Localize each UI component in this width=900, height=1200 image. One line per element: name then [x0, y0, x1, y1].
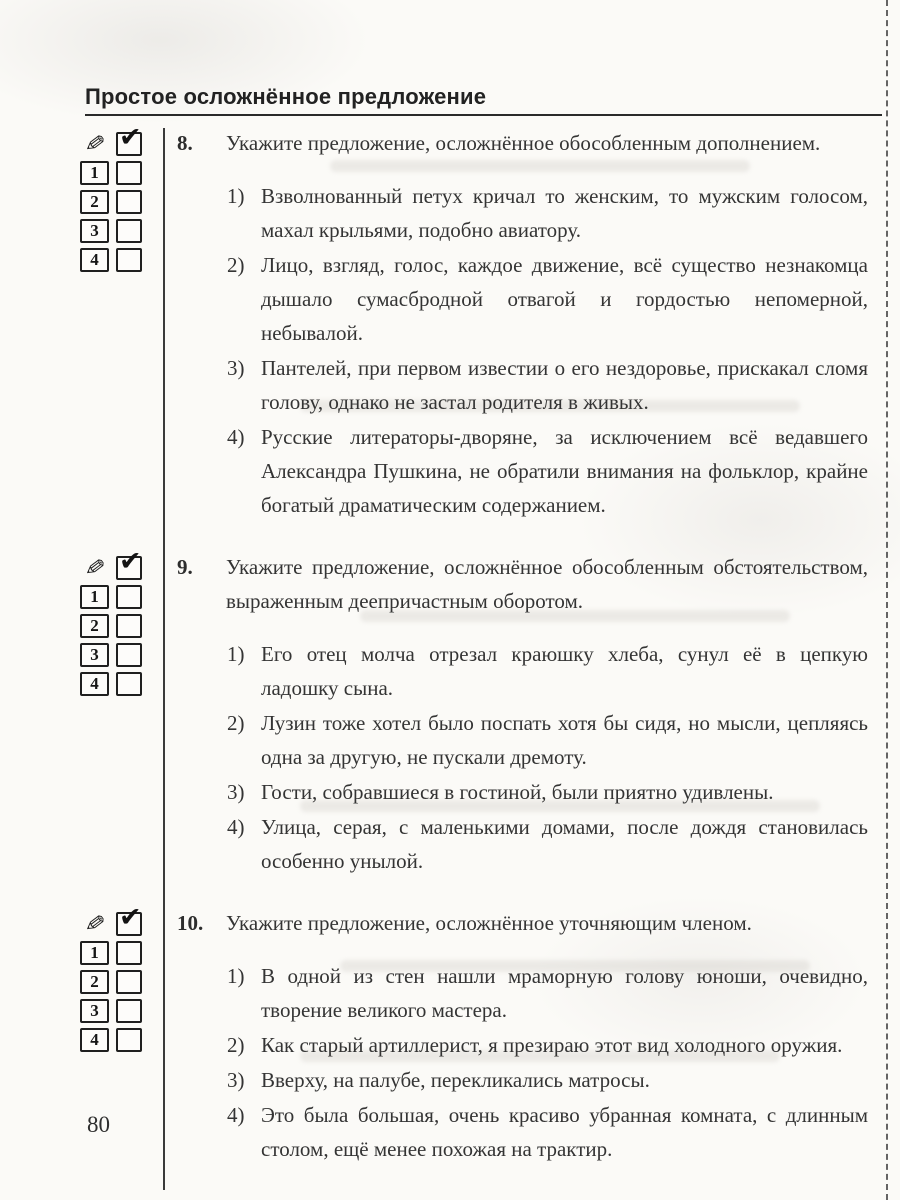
- option-number-label: 3: [90, 1001, 99, 1020]
- answer-option-text: Улица, серая, с маленькими домами, после дождя становилась особенно унылой.: [261, 815, 868, 873]
- answer-option-text: В одной из стен нашли мраморную голову юноши, очевидно, творение великого мастера.: [261, 964, 868, 1022]
- answer-option: [227, 706, 868, 774]
- answer-grid-header-row: [80, 122, 163, 160]
- margin-divider-line: [163, 128, 165, 1190]
- answer-checkbox[interactable]: [116, 672, 142, 696]
- pen-icon: ✎: [83, 552, 107, 584]
- answer-option-text: Взволнованный петух кричал то женским, то мужским голосом, махал крыльями, подобно авиатору.: [261, 184, 868, 242]
- answer-checkbox[interactable]: [116, 941, 142, 965]
- answer-option: [227, 810, 868, 878]
- answer-grid: [0, 122, 163, 277]
- answer-option-number: 4): [227, 815, 245, 839]
- answer-grid: [0, 546, 163, 701]
- answer-option: [227, 775, 868, 809]
- option-number-box: [80, 1028, 109, 1052]
- page-cut-dashed-line: [886, 0, 888, 1200]
- answer-checkbox[interactable]: [116, 970, 142, 994]
- answer-checkbox[interactable]: [116, 248, 142, 272]
- option-number-box: [80, 161, 109, 185]
- answer-option-text: Русские литераторы-дворяне, за исключением всё ведавшего Александра Пушкина, не обратили внимания на фольклор, крайне богатый драматическим содержанием.: [261, 425, 868, 517]
- answer-option-number: 4): [227, 1103, 245, 1127]
- answer-grid-row: [80, 219, 163, 243]
- option-number-box: [80, 970, 109, 994]
- answer-grid: [0, 902, 163, 1057]
- answer-checkbox[interactable]: [116, 614, 142, 638]
- answer-options: [227, 179, 868, 522]
- section-title-rule: [85, 114, 882, 116]
- answer-grid-row: [80, 941, 163, 965]
- answer-checkbox[interactable]: [116, 643, 142, 667]
- answer-option-number: 3): [227, 356, 245, 380]
- answer-option: [227, 420, 868, 522]
- answer-grid-row: [80, 585, 163, 609]
- answer-option: [227, 1063, 868, 1097]
- checkmark-icon: ✔: [119, 902, 142, 933]
- answer-option: [227, 351, 868, 419]
- option-number-box: [80, 219, 109, 243]
- option-number-box: [80, 999, 109, 1023]
- question-number: 10.: [177, 911, 204, 935]
- option-number-label: 4: [90, 1030, 99, 1049]
- option-number-box: [80, 941, 109, 965]
- question-block: [0, 546, 884, 879]
- question-prompt: Укажите предложение, осложнённое уточняющим членом.: [226, 911, 752, 935]
- answer-option-text: Вверху, на палубе, перекликались матросы.: [261, 1068, 650, 1092]
- option-number-label: 1: [90, 163, 99, 182]
- answer-grid-row: [80, 999, 163, 1023]
- question-number: 9.: [177, 555, 193, 579]
- section-title: Простое осложнённое предложение: [85, 84, 487, 109]
- answer-option: [227, 248, 868, 350]
- pen-icon: ✎: [83, 908, 107, 940]
- answer-option-number: 3): [227, 780, 245, 804]
- option-number-box: [80, 614, 109, 638]
- exercise-content: [0, 122, 884, 1194]
- answer-grid-header-row: [80, 902, 163, 940]
- option-number-box: [80, 190, 109, 214]
- answer-option-number: 1): [227, 642, 245, 666]
- question-prompt: Укажите предложение, осложнённое обособленным дополнением.: [226, 131, 821, 155]
- answer-checkbox[interactable]: [116, 190, 142, 214]
- option-number-label: 1: [90, 587, 99, 606]
- answer-checkbox[interactable]: [116, 585, 142, 609]
- answer-option-text: Лицо, взгляд, голос, каждое движение, всё существо незнакомца дышало сумасбродной отвагой и гордостью непомерной, небывалой.: [261, 253, 868, 345]
- answer-option: [227, 959, 868, 1027]
- answer-option-number: 2): [227, 711, 245, 735]
- example-checkbox-checked[interactable]: [116, 902, 142, 936]
- answer-option-number: 2): [227, 253, 245, 277]
- option-number-box: [80, 248, 109, 272]
- answer-checkbox[interactable]: [116, 161, 142, 185]
- question-column: [163, 906, 884, 1167]
- answer-option-text: Как старый артиллерист, я презираю этот вид холодного оружия.: [261, 1033, 843, 1057]
- answer-grid-row: [80, 1028, 163, 1052]
- answer-checkbox[interactable]: [116, 1028, 142, 1052]
- checkmark-icon: ✔: [119, 546, 142, 577]
- answer-option: [227, 179, 868, 247]
- option-number-label: 3: [90, 645, 99, 664]
- option-number-label: 4: [90, 674, 99, 693]
- option-number-label: 1: [90, 943, 99, 962]
- option-number-box: [80, 585, 109, 609]
- answer-option-number: 1): [227, 964, 245, 988]
- example-checkbox-checked[interactable]: [116, 546, 142, 580]
- answer-option-number: 4): [227, 425, 245, 449]
- answer-option-number: 1): [227, 184, 245, 208]
- answer-grid-row: [80, 161, 163, 185]
- option-number-label: 4: [90, 250, 99, 269]
- answer-grid-row: [80, 970, 163, 994]
- answer-option: [227, 637, 868, 705]
- answer-option: [227, 1028, 868, 1062]
- question-head: [177, 906, 868, 940]
- option-number-box: [80, 643, 109, 667]
- answer-option-number: 3): [227, 1068, 245, 1092]
- question-block: [0, 122, 884, 523]
- answer-option-text: Пантелей, при первом известии о его нездоровье, прискакал сломя голову, однако не застал родителя в живых.: [261, 356, 868, 414]
- answer-grid-row: [80, 190, 163, 214]
- answer-option-number: 2): [227, 1033, 245, 1057]
- option-number-label: 2: [90, 972, 99, 991]
- answer-option-text: Лузин тоже хотел было поспать хотя бы сидя, но мысли, цепляясь одна за другую, не пускали дремоту.: [261, 711, 868, 769]
- option-number-label: 2: [90, 616, 99, 635]
- question-block: [0, 902, 884, 1167]
- answer-grid-row: [80, 672, 163, 696]
- answer-grid-row: [80, 248, 163, 272]
- answer-option: [227, 1098, 868, 1166]
- option-number-label: 3: [90, 221, 99, 240]
- question-head: [177, 550, 868, 618]
- option-number-label: 2: [90, 192, 99, 211]
- question-number: 8.: [177, 131, 193, 155]
- answer-checkbox[interactable]: [116, 999, 142, 1023]
- checkmark-icon: ✔: [119, 122, 142, 153]
- page-number: 80: [87, 1112, 110, 1137]
- answer-option-text: Это была большая, очень красиво убранная комната, с длинным столом, ещё менее похожая на трактир.: [261, 1103, 868, 1161]
- answer-option-text: Гости, собравшиеся в гостиной, были приятно удивлены.: [261, 780, 774, 804]
- question-head: [177, 126, 868, 160]
- pen-icon: ✎: [83, 128, 107, 160]
- question-prompt: Укажите предложение, осложнённое обособленным обстоятельством, выраженным деепричастным оборотом.: [226, 555, 868, 613]
- answer-grid-header-row: [80, 546, 163, 584]
- answer-grid-row: [80, 643, 163, 667]
- question-column: [163, 550, 884, 879]
- answer-grid-row: [80, 614, 163, 638]
- answer-options: [227, 637, 868, 878]
- question-column: [163, 126, 884, 523]
- answer-option-text: Его отец молча отрезал краюшку хлеба, сунул её в цепкую ладошку сына.: [261, 642, 868, 700]
- example-checkbox-checked[interactable]: [116, 122, 142, 156]
- answer-checkbox[interactable]: [116, 219, 142, 243]
- option-number-box: [80, 672, 109, 696]
- answer-options: [227, 959, 868, 1166]
